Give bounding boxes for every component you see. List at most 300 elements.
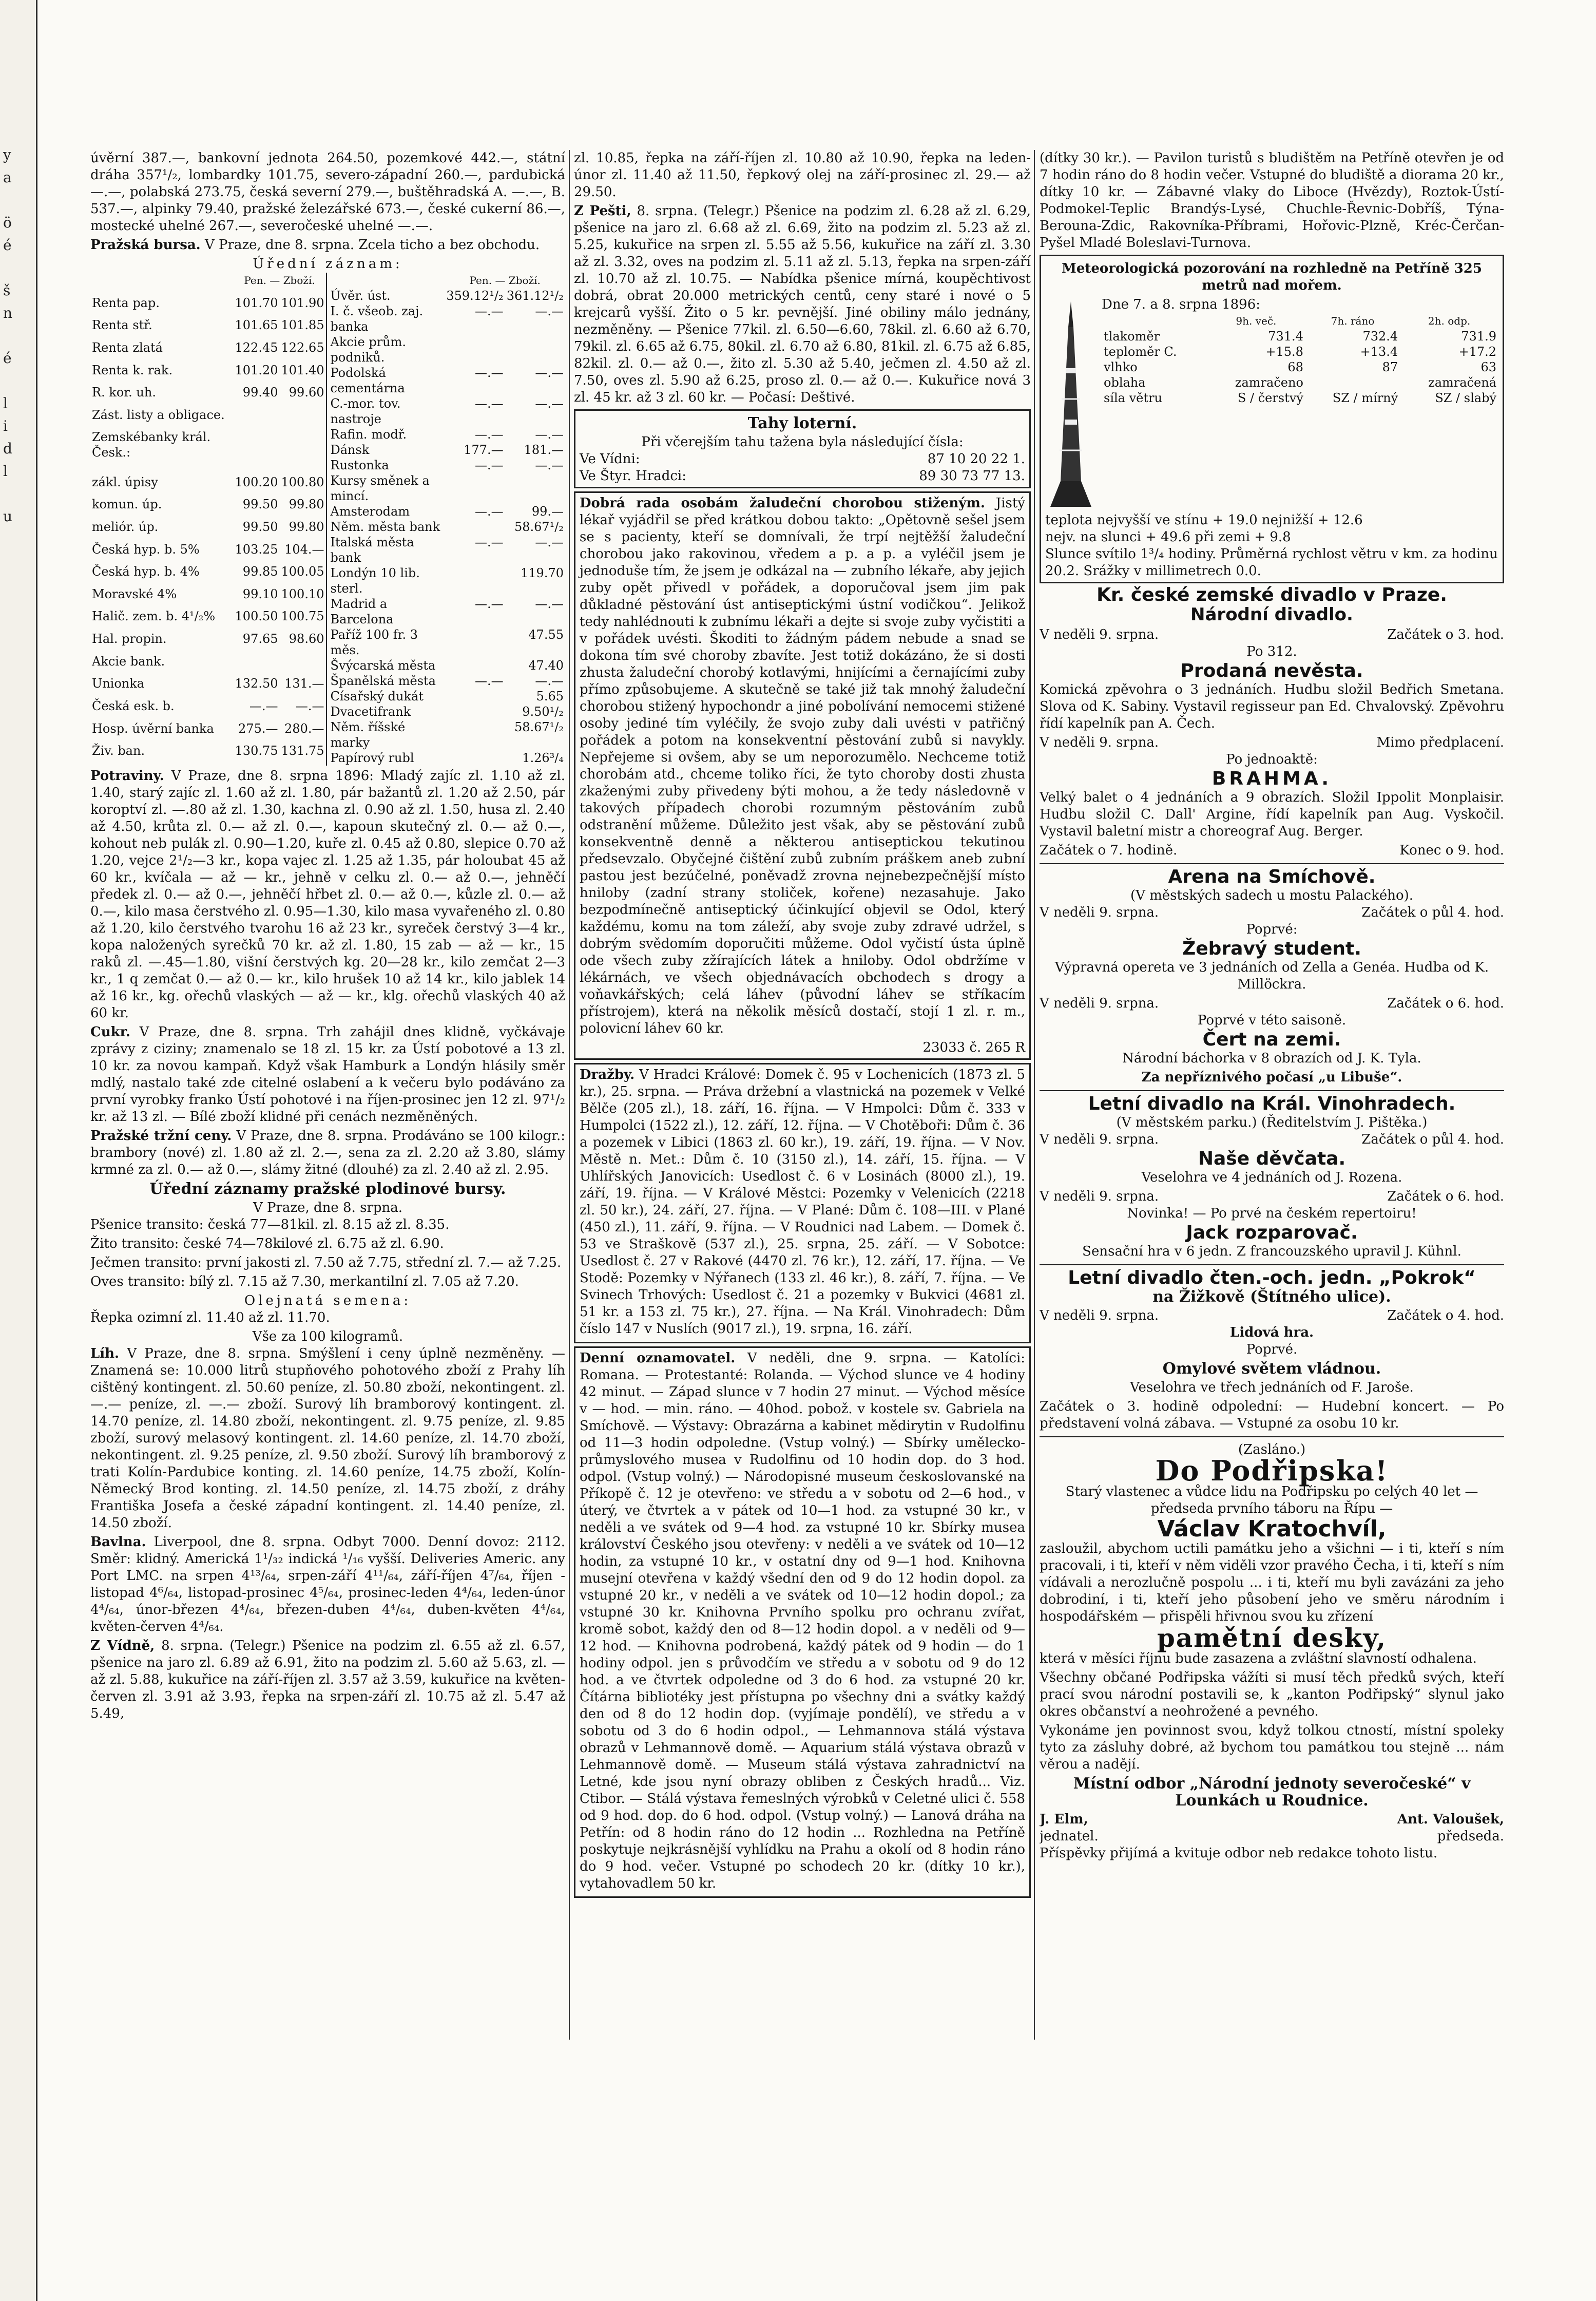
- row-value: [445, 750, 505, 766]
- row-value: —.—: [535, 366, 564, 380]
- row-value: [445, 473, 505, 504]
- row-value: —.—: [475, 304, 504, 318]
- paragraph: V Praze, dne 8. srpna. Smýšlení i ceny úplně nezměněny. — Znamená se: 10.000 litrů stupňového pohotového zboží z Prahy líh cištěný kontingent. zl. 50.60 peníze, zl. 50.80 zboží, nekontingent. zl. —.— peníze, zl. —.— zboží. Surový líh bramborový kontingent. zl. 14.70 peníze, zl. 14.80 zboží, nekontingent. zl. 9.75 peníze, zl. 9.85 zboží, surový melasový kontingent. zl. 14.60 peníze, zl. 14.70 zboží, nekontingent. zl. 9.25 peníze, zl. 9.50 zboží. Surový líh bramborový z trati Kolín-Pardubice konting. zl. 14.60 peníze, 14.75 zboží, Kolín-Německý Brod konting. zl. 14.50 peníze, zl. 14.75 zboží, z dráhy Františka Josefa a české západní kontingent. zl. 14.40 peníze, zl. 14.50 zboží.: [90, 1346, 565, 1531]
- row-label: Rafin. modř.: [330, 427, 407, 442]
- row-value: [445, 334, 505, 365]
- table-row: [329, 396, 566, 427]
- table-row: [329, 704, 566, 719]
- daily-notices-box: [574, 1346, 1031, 1898]
- weather-extra: nejv. na slunci + 49.6 při zemi + 9.8: [1045, 529, 1291, 545]
- theatre-name: Letní divadlo čten.-och. jedn. „Pokrok“: [1068, 1267, 1476, 1288]
- row-value: [234, 407, 280, 430]
- row-value: 101.70: [235, 295, 278, 310]
- column-1: [90, 150, 565, 2153]
- show-title: Jack rozparovač.: [1186, 1222, 1358, 1243]
- row-value: —.—: [535, 427, 564, 442]
- table-row: [90, 698, 326, 721]
- petrin-tower-illustration: [1045, 296, 1097, 512]
- show-pre: Novinka! — Po prvé na českém repertoiru!: [1127, 1206, 1417, 1221]
- row-value: —.—: [249, 698, 278, 713]
- row-label: Paříž 100 fr. 3 měs.: [330, 627, 418, 657]
- row-label: Živ. ban.: [92, 744, 145, 758]
- row-value: —.—: [475, 535, 504, 549]
- row-value: [505, 473, 565, 504]
- lottery-numbers: 89 30 73 77 13.: [919, 468, 1025, 484]
- table-row: [90, 363, 326, 385]
- row-label: Unionka: [92, 676, 145, 691]
- row-value: 101.65: [235, 318, 278, 333]
- table-row: [90, 519, 326, 542]
- table-row: [90, 317, 326, 340]
- paragraph: zasloužil, abychom uctili památku jeho a všichni — i ti, kteří s ním pracovali, i ti, kteří v něm viděli vzor pravého Čecha, i ti, kteří s ním vídávali a nerozlučně pospolu ... i ti, kteří mu byli zavázáni za jeho dobrodiní, i ti, kteří jeho působení jeho ve směru národním i hospodářském — přispěli hřivnou svou ku zřízení: [1040, 1541, 1504, 1624]
- theatre-sub: (V městském parku.) (Ředitelstvím J. Pištěka.): [1116, 1115, 1428, 1130]
- table-row: [1102, 344, 1498, 359]
- table-row: [329, 565, 566, 596]
- show-title: Čert na zemi.: [1202, 1029, 1341, 1050]
- lottery-row: [580, 468, 1025, 485]
- row-label: Moravské 4%: [92, 586, 177, 601]
- table-row: [90, 631, 326, 654]
- show-pre: Poprvé v této saisoně.: [1197, 1013, 1347, 1028]
- row-value: 99.50: [242, 497, 278, 512]
- row-label: Renta pap.: [92, 295, 160, 310]
- paragraph: Vykonáme jen povinnost svou, když tolkou ctností, místní spoleky tyto za zásluhy dobré, až bychom tou památkou tou stejně ... nám věrou a nadějí.: [1040, 1723, 1504, 1772]
- row-value: SZ / slabý: [1435, 391, 1496, 405]
- row-value: 47.55: [528, 627, 564, 642]
- row-value: 131.75: [281, 744, 324, 758]
- row-label: Akcie bank.: [92, 654, 165, 669]
- lottery-city: Ve Štyr. Hradci:: [580, 468, 686, 484]
- row-label: Renta k. rak.: [92, 363, 173, 377]
- row-value: 99.—: [531, 504, 564, 519]
- show-description: Velký balet o 4 jednáních a 9 obrazích. Složil Ippolit Monplaisir. Hudbu složil C. Dall' Argine, řídí kapelník pan Aug. Vyskočil. Vystavil baletní mistr a choreograf Aug. Berger.: [1040, 790, 1504, 839]
- column-2: [574, 150, 1031, 2153]
- weather-title: Meteorologická pozorování na rozhledně na Petříně 325 metrů nad mořem.: [1062, 261, 1482, 293]
- row-value: [445, 689, 505, 704]
- weather-header: 2h. odp.: [1428, 315, 1471, 327]
- table-row: [329, 750, 566, 766]
- row-label: Amsterodam: [330, 504, 410, 519]
- table-header: Pen. — Zboží.: [244, 274, 315, 287]
- auctions-box: [574, 1063, 1031, 1343]
- row-value: 132.50: [235, 676, 278, 691]
- show-start: Začátek o 3. hod.: [1387, 627, 1504, 642]
- table-row: [90, 586, 326, 609]
- paragraph: Oves transito: bílý zl. 7.15 až 7.30, merkantilní zl. 7.05 až 7.20.: [90, 1274, 519, 1289]
- table-row: [329, 504, 566, 519]
- row-value: —.—: [535, 535, 564, 549]
- section-title: Denní oznamovatel.: [580, 1351, 736, 1366]
- row-value: —.—: [535, 597, 564, 611]
- row-label: Rustonka: [330, 458, 389, 472]
- row-label: Renta stř.: [92, 318, 152, 333]
- show-title: Žebravý student.: [1182, 938, 1361, 959]
- honoree-name: Václav Kratochvíl,: [1157, 1516, 1387, 1542]
- row-label: Londýn 10 lib. sterl.: [330, 566, 420, 596]
- row-label: Španělská města: [330, 674, 436, 688]
- column-divider: [1034, 150, 1035, 2040]
- section-title: Z Pešti,: [574, 203, 631, 219]
- row-label: Zást. listy a obligace.: [92, 407, 225, 422]
- row-label: Česká esk. b.: [92, 698, 175, 713]
- show-label: Lidová hra.: [1229, 1325, 1314, 1340]
- table-row: [90, 407, 326, 430]
- section-title: Pražská bursa.: [90, 237, 201, 253]
- row-value: —.—: [295, 698, 324, 713]
- table-row: [90, 721, 326, 744]
- row-value: 99.85: [242, 564, 278, 579]
- row-value: 731.4: [1268, 329, 1303, 344]
- row-label: Madrid a Barcelona: [330, 597, 394, 626]
- show-start: Začátek o 6. hod.: [1387, 996, 1504, 1011]
- section-title: Z Vídně,: [90, 1638, 155, 1653]
- section-title: Pražské tržní ceny.: [90, 1128, 232, 1144]
- paragraph: zl. 10.85, řepka na září-říjen zl. 10.80 až 10.90, řepka na leden-únor zl. 11.40 až 11.50, řepkový olej na září-prosinec zl. 29.— až 29.50.: [574, 150, 1031, 200]
- row-value: 104.—: [284, 542, 324, 557]
- lottery-title: Tahy loterní.: [747, 414, 857, 432]
- show-title: Omylové světem vládnou.: [1162, 1360, 1381, 1378]
- row-label: Česká hyp. b. 4%: [92, 564, 200, 579]
- row-value: 58.67¹/₂: [514, 720, 564, 734]
- row-value: —.—: [535, 304, 564, 318]
- row-value: +13.4: [1360, 345, 1398, 359]
- show-start: Začátek o 6. hod.: [1387, 1189, 1504, 1204]
- exchange-table-right: [329, 273, 566, 766]
- signatory-role: jednatel.: [1040, 1829, 1099, 1844]
- table-row: [329, 334, 566, 365]
- section-title: Potraviny.: [90, 768, 164, 784]
- row-value: 9.50¹/₂: [522, 705, 564, 719]
- signatory-name: J. Elm,: [1040, 1812, 1088, 1827]
- row-value: [1305, 375, 1400, 390]
- row-value: 122.45: [235, 340, 278, 355]
- row-value: 99.50: [242, 519, 278, 534]
- table-row: [90, 497, 326, 519]
- weather-header: 7h. ráno: [1331, 315, 1375, 327]
- row-value: 731.9: [1461, 329, 1496, 344]
- row-value: 87: [1382, 360, 1398, 374]
- table-row: [329, 519, 566, 535]
- exchange-table: [90, 273, 565, 766]
- row-label: Zemskébanky král. Česk.:: [92, 430, 211, 460]
- row-label: C.-mor. tov. nastroje: [330, 396, 401, 426]
- row-label: komun. úp.: [92, 497, 162, 512]
- paragraph: V Praze, dne 8. srpna. Zcela ticho a bez obchodu.: [205, 237, 540, 253]
- row-label: Italská města bank: [330, 535, 414, 565]
- row-value: 100.50: [235, 609, 278, 624]
- row-value: 68: [1287, 360, 1303, 374]
- row-value: 58.67¹/₂: [514, 520, 564, 534]
- row-value: [280, 654, 326, 676]
- theatre-name: Letní divadlo na Král. Vinohradech.: [1088, 1093, 1456, 1114]
- row-value: —.—: [535, 396, 564, 411]
- show-pre: Poprvé.: [1246, 1342, 1298, 1357]
- row-value: 131.—: [284, 676, 324, 691]
- exchange-intro: úvěrní 387.—, bankovní jednota 264.50, pozemkové 442.—, státní dráha 357¹/₂, lombardky 101.75, severo-západní 260.—, pardubická —.—, polabská 273.75, česká severní 279.—, buštěhradská A. —.—, B. 537.—, alpinky 79.40, pražské železářské 673.—, české cukerní 86.—, mostecké uhelné 267.—, severočeské uhelné —.—.: [90, 150, 565, 234]
- row-value: 100.05: [281, 564, 324, 579]
- row-value: [445, 658, 505, 673]
- row-value: 732.4: [1362, 329, 1398, 344]
- paragraph: Ječmen transito: první jakosti zl. 7.50 až 7.75, střední zl. 7.— až 7.25.: [90, 1255, 562, 1270]
- adjacent-page-edge: [0, 0, 37, 2301]
- row-value: [445, 519, 505, 535]
- row-value: 181.—: [524, 443, 564, 457]
- row-value: [445, 704, 505, 719]
- row-label: Něm. města bank: [330, 520, 440, 534]
- row-value: 101.85: [281, 318, 324, 333]
- row-value: [280, 407, 326, 430]
- show-start: Začátek o půl 4. hod.: [1361, 1132, 1504, 1147]
- table-row: [329, 458, 566, 473]
- paragraph: která v měsíci říjnu bude zasazena a zvláštní slavností odhalena.: [1040, 1651, 1477, 1666]
- theatre-heading: Kr. české zemské divadlo v Praze.: [1097, 584, 1447, 605]
- show-description: Veselohra ve 4 jednáních od J. Rozena.: [1141, 1170, 1402, 1185]
- row-value: zamračeno: [1235, 375, 1303, 390]
- row-value: —.—: [475, 366, 504, 380]
- table-row: [90, 542, 326, 564]
- row-value: 99.60: [289, 385, 324, 400]
- weather-box: [1040, 255, 1504, 583]
- row-label: Akcie prům. podniků.: [330, 335, 407, 365]
- table-row: [1102, 329, 1498, 344]
- row-label: Česká hyp. b. 5%: [92, 542, 200, 557]
- dateline: V Praze, dne 8. srpna.: [253, 1200, 403, 1215]
- note: Vše za 100 kilogramů.: [252, 1329, 403, 1344]
- lottery-numbers: 87 10 20 22 1.: [927, 451, 1025, 467]
- table-row: [329, 365, 566, 396]
- row-label: Dánsk: [330, 443, 370, 457]
- exchange-table-left: [90, 273, 327, 766]
- row-value: [505, 334, 565, 365]
- lottery-intro: Při včerejším tahu tažena byla následující čísla:: [641, 434, 964, 450]
- table-row: [90, 429, 326, 474]
- weather-extra: Slunce svítilo 1³/₄ hodiny. Průměrná rychlost větru v km. za hodinu 20.2. Srážky v millimetrech 0.0.: [1045, 546, 1498, 579]
- row-value: 99.80: [289, 497, 324, 512]
- show-end: Konec o 9. hod.: [1399, 843, 1504, 858]
- paragraph: Liverpool, dne 8. srpna. Odbyt 7000. Denní dovoz: 2112. Směr: klidný. Americká 1¹/₃₂ indická ¹/₁₆ vyšší. Deliveries Americ. any Port LMC. na srpen 4¹³/₆₄, srpen-září 4¹¹/₆₄, září-říjen 4⁷/₆₄, říjen - listopad 4⁶/₆₄, listopad-prosinec 4⁵/₆₄, prosinec-leden 4⁴/₆₄, leden-únor 4⁴/₆₄, únor-březen 4⁴/₆₄, březen-duben 4⁴/₆₄, duben-květen 4⁴/₆₄, květen-červen 4⁴/₆₄.: [90, 1534, 565, 1634]
- table-row: [329, 627, 566, 658]
- table-row: [90, 295, 326, 318]
- paragraph: 8. srpna. (Telegr.) Pšenice na podzim zl. 6.28 až zl. 6.29, pšenice na jaro zl. 6.68 až zl. 6.69, žito na podzim zl. 5.23 až zl. 5.25, kukuřice na srpen zl. 5.55 až 5.56, kukuřice na září zl. 3.30 až zl. 3.32, oves na podzim zl. 5.11 až zl. 5.13, řepka na srpen-září zl. 10.70 až zl. 10.75. — Nabídka pšenice mírná, koupěchtivost dobrá, obrat 20.000 metrických centů, ceny staré i nové o 5 krejcarů vyšší. Žito o 5 kr. pevnější. Jiné obiliny málo jednány, nezměněny. — Pšenice 77kil. zl. 6.50—6.60, 78kil. zl. 6.60 až 6.70, 79kil. zl. 6.65 až 6.75, 80kil. zl. 6.70 až 6.80, 81kil. zl. 6.75 až 6.85, 82kil. zl. 0.— až 0.—, žito zl. 5.30 až 5.40, ječmen zl. 4.50 až zl. 7.50, oves zl. 5.90 až 6.25, proso zl. 0.— až 0.—. Kukuřice nová 3 zl. 45 kr. až 3 zl. 60 kr. — Počasí: Deštivé.: [574, 203, 1031, 405]
- table-row: [329, 658, 566, 673]
- column-3: [1040, 150, 1504, 2153]
- sent-in-label: (Zasláno.): [1238, 1442, 1306, 1457]
- row-value: 100.10: [281, 586, 324, 601]
- show-description: Veselohra ve třech jednáních od F. Jaroše.: [1130, 1380, 1414, 1395]
- row-value: zamračená: [1428, 375, 1496, 390]
- row-label: meliór. úp.: [92, 519, 159, 534]
- row-label: Halič. zem. b. 4¹/₂%: [92, 609, 216, 624]
- row-value: 177.—: [464, 443, 504, 457]
- row-value: —.—: [475, 396, 504, 411]
- show-date: V neděli 9. srpna.: [1040, 1189, 1159, 1204]
- row-value: —.—: [475, 597, 504, 611]
- show-title: Naše děvčata.: [1198, 1148, 1346, 1169]
- table-row: [329, 596, 566, 627]
- show-date: V neděli 9. srpna.: [1040, 627, 1159, 642]
- row-value: SZ / mírný: [1332, 391, 1398, 405]
- adjacent-page-letters: y a ö é š n é l i d l u: [3, 146, 13, 525]
- theatre-name: Národní divadlo.: [1190, 604, 1353, 625]
- table-row: [90, 654, 326, 676]
- paragraph: V Praze, dne 8. srpna. Trh zahájil dnes klidně, vyčkávaje zprávy z ciziny; znamenalo se 18 zl. 15 kr. za Ústí pobotové a 13 zl. 10 kr. za novou kampaň. Když však Hamburk a Londýn hlásily směr mdlý, nastalo také zde citelné oslabení a k večeru bylo podáváno za první vyrobky franko Ústí pohotové i na říjen-prosinec jen 12 zl. 97¹/₂ kr. až 13 zl. — Bílé zboží klidné při cenách nezměněných.: [90, 1024, 565, 1125]
- row-value: 1.26³/₄: [522, 751, 564, 765]
- section-title: Dražby.: [580, 1067, 635, 1082]
- paragraph: Řepka ozimní zl. 11.40 až zl. 11.70.: [90, 1310, 330, 1325]
- table-row: [90, 564, 326, 586]
- show-number: Po 312.: [1246, 644, 1297, 659]
- paragraph: V neděli, dne 9. srpna. — Katolíci: Romana. — Protestanté: Rolanda. — Východ slunce ve 4 hodiny 42 minut. — Západ slunce v 7 hodin 27 minut. — Východ měsíce v — hod. — min. ráno. — 40hod. pobož. v kostele sv. Gabriela na Smíchově. — Výstavy: Obrazárna a kabinet mědirytin v Rudolfinu od 11—3 hodin odpoledne. (Vstup volný.) — Sbírky umělecko-průmyslového musea v Rudolfinu od 10 hodin dop. do 3 hod. odpol. (Vstup volný.) — Národopisné museum českoslovanské na Příkopě č. 12 je otevřeno: ve středu a v sobotu od 2—6 hod., v úterý, ve čtvrtek a v pátek od 10—1 hod. za vstupné 30 kr., v neděli a ve svátek od 9—4 hod. za vstupné 10 kr. Sbírky musea království Českého jsou otevřeny: v neděli a ve svátek od 10—12 hodin, za vstupné 10 kr., v ostatní dny od 9—1 hod. Knihovna musejní otevřena v každý všední den od 9 do 12 hodin dopol. za vstupné 20 kr., v neděli a ve svátek od 10—12 hodin dopol.; za vstupné 30 kr. Knihovna Prvního spolku pro ochranu zvířat, kromě sobot, každý den od 8—12 hodin dopol. a v neděli od 9—12 hod. — Knihovna podrobená, každý pátek od 9 hodin — do 1 hodiny odpol. jen s průvodčím ve středu a v sobotu od 9 do 12 hod. a ve čtvrtek odpoledne od 3 do 6 hod. za vstupné 20 kr. Čítárna bibliotéky jest přístupna po všechny dni a svátky každý den od 8 do 12 hodin dop. (vyjímaje pondělí), ve středu a v sobotu od 3 do 6 hodin odpol., — Lehmannova stálá výstava obrazů v Lehmannově domě. — Aquarium stálá výstava obrazů v Lehmannově domě. — Museum stálá výstava zahradnictví na Letné, kde jsou nyní obrazy obliben z Českých hradů... Viz. Ctibor. — Stálá výstava řemeslných výrobků v Celetné ulici č. 558 od 9 hod. dop. do 6 hod. odpol. (Vstup volný.) — Lanová dráha na Petřín: od 8 hodin ráno do 12 hodin ... Rozhledna na Petříně poskytuje nejkrásnější vyhlídku na Prahu a okolí od 8 hodin ráno do 9 hod. večer. Vstupné po schodech 20 kr. (dítky 10 kr.), vytahovadlem 50 kr.: [580, 1351, 1026, 1891]
- row-value: [234, 429, 280, 474]
- show-date: V neděli 9. srpna.: [1040, 996, 1159, 1011]
- plaque-heading: pamětní desky,: [1157, 1623, 1387, 1653]
- row-label: Hal. propin.: [92, 632, 167, 646]
- paragraph: Jistý lékař vyjádřil se před krátkou dobou takto: „Opětovně sešel jsem se s pacienty, kteří se domnívali, že trpí nejtěžší žaludeční chorobou jako rakovinou, vředem a p. a p. a vyléčil jsem je jednoduše tím, že jsem je odkázal na — zubního lékaře, aby jejich zuby opět přivedl v pořádek, a doporučoval jsem jim pak důkladné pěstování úst antiseptickými ústní vodičkou“. Jelikož tedy nahlédnouti k zubnímu lékaři a dejte si svoje zuby vyčistiti a v pořádek uvésti. Škoditi to žádným pádem nebude a snad se dokona tím své choroby zbavíte. Jest totiž dokázáno, že si dosti zhusta žaludeční chorobý kotlavými, hnijícími a černajícími zuby přímo způsobujeme. A skutečně se také již tak mnohý žaludeční chorobou stižený hypochondr a jiné pobolívání nemocemi stižené osoby jediné tím vyléčily, že svojo zuby dali uvésti v patřičný pořádek a potom na konsekventní pěstování zubů si navykly. Nepřejeme si ovšem, aby se um neporozumělo. Nechceme totiž chorobám atd., chceme toliko říci, že tyto choroby dosti zhusta zkaženými zuby přivedeny býti mohou, a že tedy následovně v takových případech chorobi rozumným pěstováním zubů odstranění můžeme. Důležito jest však, aby se pěstování zubů konsekventně denně a některou antiseptickou tekutinou předsevzalo. Obyčejné čištění zubů zubním práškem aneb zubní pastou jest bezúčelné, poněvadž zrovna nejnebezpečnější místo hniloby (zadní strany stoliček, kořene) nezasahuje. Jako bezpodmínečně antiseptický účinkující objevil se Odol, který každému, komu na tom záleží, aby svoje zuby zdravé udržel, s dobrým svědomím doporučiti můžeme. Odol vyčistí ústa úplně ode všech zuby zžírajících látek a hniloby. Odol obdržíme v lékárnách, ve všech objednávacích obchodech s drogy a voňavkářských; celá láhev (původní láhev se stříkacím přístrojem), která na několik měsíců dostačí, stojí 1 zl. r. m., polovicní láhev 60 kr.: [580, 496, 1025, 1036]
- lottery-row: [580, 451, 1025, 468]
- show-description: Sensační hra v 6 jedn. Z francouzského upravil J. Kühnl.: [1082, 1244, 1462, 1259]
- theatre-name: Arena na Smíchově.: [1168, 866, 1376, 887]
- show-title: BRAHMA.: [1212, 768, 1332, 789]
- row-value: 101.90: [281, 295, 324, 310]
- paragraph: (dítky 30 kr.). — Pavilon turistů s bludištěm na Petříně otevřen je od 7 hodin ráno do 8 hodin večer. Vstupné do bludiště a diorama 20 kr., dítky 10 kr. — Zábavné vlaky do Liboce (Hvězdy), Roztok-Ústí-Podmokel-Teplic Brandýs-Lysé, Chuchle-Řevnic-Dobříš, Týna-Berouna-Zdic, Rakovníka-Příbrami, Hořovic-Plzně, Kréc-Čerčan-Pyšel Mladé Boleslavi-Turnova.: [1040, 150, 1504, 251]
- section-title: Bavlna.: [90, 1534, 146, 1550]
- section-title: Cukr.: [90, 1024, 130, 1040]
- table-row: [90, 340, 326, 363]
- row-label: Papírový rubl: [330, 751, 414, 765]
- theatre-sub: na Žižkově (Štítného ulice).: [1152, 1288, 1391, 1306]
- show-start: Začátek o 4. hod.: [1387, 1308, 1504, 1323]
- table-row: [90, 474, 326, 497]
- row-value: 275.—: [238, 721, 278, 736]
- paragraph: V Praze, dne 8. srpna 1896: Mladý zajíc zl. 1.10 až zl. 1.40, starý zajíc zl. 1.60 až zl. 1.80, pár bažantů zl. 1.20 až 2.50, pár koroptví zl. —.80 až zl. 1.30, kachna zl. 0.90 až zl. 1.50, husa zl. 2.40 až 4.50, krůta zl. 0.— až zl. 0.—, kapoun skutečný zl. 0.— až 0.—, kohout neb pulák zl. 0.90—1.20, kuře zl. 0.45 až 0.80, slepice 0.70 až 1.20, vejce 2¹/₂—3 kr., kopa vajec zl. 1.25 až 1.35, pár holoubat 45 až 60 kr., kvíčala — až — kr., jehně v celku zl. 0.— až 0.—, jehněčí předek zl. 0.— až 0.—, jehněčí hřbet zl. 0.— až 0.—, kůzle zl. 0.— až 0.—, kilo masa čerstvého zl. 0.95—1.30, kilo masa vyvařeného zl. 0.80 až 1.20, kilo čerstvého tvarohu 16 až 23 kr., syreček čerstvý 3—4 kr., kopa naložených syrečků 70 kr. až zl. 1.80, 15 zab — až — kr., 15 raků zl. —.45—1.80, višní čerstvých kg. 20—28 kr., kilo zemčat 2—3 kr., 1 q zemčat 0.— až 0.— kr., kilo hrušek 10 až 14 kr., kilo jablek 14 až 16 kr., kg. ořechů vlaských — až — kr., klg. ořechů vlaských 40 až 60 kr.: [90, 768, 565, 1021]
- row-label: síla větru: [1104, 391, 1162, 405]
- row-value: 99.80: [289, 519, 324, 534]
- paragraph: Všechny občané Podřipska vážíti si musí těch předků svých, kteří prací svou národní postavili se, k „kanton Podřipský“ slynul jako okres občanství a neohrožené a pevného.: [1040, 1670, 1504, 1719]
- paragraph: V Praze, dne 8. srpna. Prodáváno se 100 kilogr.: brambory (nové) zl. 1.80 až zl. 2.—, sena za zl. 2.20 až 3.80, slámy krmné za zl. 0.— až 0.—, slámy žitné (dlouhé) za zl. 2.40 až zl. 2.95.: [90, 1128, 565, 1177]
- row-value: 122.65: [281, 340, 324, 355]
- table-row: [329, 288, 566, 303]
- appeal-title: Do Podřipska!: [1155, 1454, 1389, 1487]
- row-value: [445, 719, 505, 750]
- row-value: [234, 654, 280, 676]
- row-label: Úvěr. úst.: [330, 289, 391, 303]
- row-label: Renta zlatá: [92, 340, 163, 355]
- show-pre: Poprvé:: [1246, 922, 1298, 937]
- row-value: 361.12¹/₂: [506, 289, 564, 303]
- theatre-sub: (V městských sadech u mostu Palackého).: [1130, 888, 1414, 903]
- table-row: [90, 385, 326, 407]
- article-title: Dobrá rada osobám žaludeční chorobou stiženým.: [580, 496, 985, 511]
- paragraph: 8. srpna. (Telegr.) Pšenice na podzim zl. 6.55 až zl. 6.57, pšenice na jaro zl. 6.89 až 6.91, žito na podzim zl. 5.60 až 5.63, zl. — až zl. 5.88, kukuřice na září-říjen zl. 3.57 až 3.59, kukuřice na květen-červen zl. 3.91 až 3.93, řepka na srpen-září zl. 10.75 až zl. 5.47 až 5.49,: [90, 1638, 565, 1721]
- row-value: —.—: [475, 504, 504, 519]
- row-value: 103.25: [235, 542, 278, 557]
- row-value: 99.40: [242, 385, 278, 400]
- show-date: V neděli 9. srpna.: [1040, 1308, 1159, 1323]
- show-footer: Začátek o 3. hodině odpolední: — Hudební koncert. — Po představení volná zábava. — Vstupné za osobu 10 kr.: [1040, 1399, 1504, 1431]
- show-date: V neděli 9. srpna.: [1040, 905, 1159, 920]
- row-value: —.—: [475, 458, 504, 472]
- show-pre: Po jednoaktě:: [1226, 752, 1318, 767]
- paragraph: Žito transito: české 74—78kilové zl. 6.75 až zl. 6.90.: [90, 1236, 444, 1251]
- row-label: teploměr C.: [1104, 345, 1177, 359]
- row-value: 47.40: [528, 658, 564, 673]
- table-row: [329, 442, 566, 458]
- show-description: Národní báchorka v 8 obrazích od J. K. Tyla.: [1122, 1051, 1421, 1066]
- row-value: +17.2: [1458, 345, 1496, 359]
- table-row: [329, 689, 566, 704]
- article-ref: 23033 č. 265 R: [922, 1040, 1025, 1055]
- row-label: Něm. říšské marky: [330, 720, 406, 750]
- table-row: [90, 608, 326, 631]
- table-row: [329, 473, 566, 504]
- show-description: Výpravná opereta ve 3 jednáních od Zella a Genéa. Hudba od K. Millöckra.: [1054, 960, 1489, 992]
- paragraph: Starý vlastenec a vůdce lidu na Podřipsku po celých 40 let — předseda prvního táboru na Řípu —: [1065, 1484, 1478, 1516]
- show-note: Za nepříznivého počasí „u Libuše“.: [1141, 1070, 1402, 1085]
- row-value: 63: [1480, 360, 1496, 374]
- column-divider: [569, 150, 570, 2040]
- table-row: [329, 427, 566, 442]
- section-subtitle: Úřední záznam:: [253, 256, 403, 272]
- row-label: vlhko: [1104, 360, 1138, 374]
- table-row: [1102, 359, 1498, 375]
- row-label: Dvacetifrank: [330, 705, 411, 719]
- row-label: oblaha: [1104, 375, 1146, 390]
- paragraph: Příspěvky přijímá a kvituje odbor neb redakce tohoto listu.: [1040, 1846, 1438, 1861]
- weather-extra: teplota nejvyšší ve stínu + 19.0 nejnižší + 12.6: [1045, 512, 1363, 528]
- table-row: [90, 743, 326, 766]
- table-row: [1102, 375, 1498, 390]
- paragraph: Pšenice transito: česká 77—81kil. zl. 8.15 až zl. 8.35.: [90, 1217, 450, 1232]
- row-label: Hosp. úvěrní banka: [92, 721, 214, 736]
- section-subtitle: Olejnatá semena:: [244, 1293, 412, 1308]
- section-title: Úřední záznamy pražské plodinové bursy.: [149, 1180, 506, 1198]
- weather-table: [1102, 313, 1498, 406]
- row-value: 5.65: [536, 689, 564, 703]
- show-start: Začátek o 7. hodině.: [1040, 843, 1178, 858]
- table-row: [329, 673, 566, 689]
- row-label: Kursy směnek a mincí.: [330, 473, 430, 503]
- row-value: 280.—: [284, 721, 324, 736]
- show-date: V neděli 9. srpna.: [1040, 735, 1159, 750]
- row-value: 100.80: [281, 474, 324, 489]
- row-label: I. č. všeob. zaj. banka: [330, 304, 424, 334]
- row-value: [280, 429, 326, 474]
- show-description: Komická zpěvohra o 3 jednáních. Hudbu složil Bedřich Smetana. Slova od K. Sabiny. Vystavil regisseur pan Ed. Chvalovský. Zpěvohru řídí kapelník pan A. Čech.: [1040, 682, 1504, 731]
- row-value: 119.70: [521, 566, 564, 580]
- row-value: 100.75: [281, 609, 324, 624]
- table-row: [329, 303, 566, 334]
- row-value: —.—: [535, 674, 564, 688]
- row-label: R. kor. uh.: [92, 385, 156, 400]
- lottery-city: Ve Vídni:: [580, 451, 640, 467]
- row-value: 100.20: [235, 474, 278, 489]
- row-value: [445, 627, 505, 658]
- row-value: [445, 565, 505, 596]
- section-title: Líh.: [90, 1346, 120, 1361]
- row-value: S / čerstvý: [1237, 391, 1303, 405]
- row-value: —.—: [475, 427, 504, 442]
- row-value: 101.40: [281, 363, 324, 377]
- row-value: 99.10: [242, 586, 278, 601]
- show-note: Mimo předplacení.: [1376, 735, 1504, 750]
- row-value: 130.75: [235, 744, 278, 758]
- row-value: 98.60: [289, 632, 324, 646]
- row-value: —.—: [535, 458, 564, 472]
- row-label: Podolská cementárna: [330, 366, 405, 395]
- weather-header: 9h. več.: [1236, 315, 1277, 327]
- signatory-name: Ant. Valoušek,: [1397, 1812, 1504, 1827]
- show-start: Začátek o půl 4. hod.: [1361, 905, 1504, 920]
